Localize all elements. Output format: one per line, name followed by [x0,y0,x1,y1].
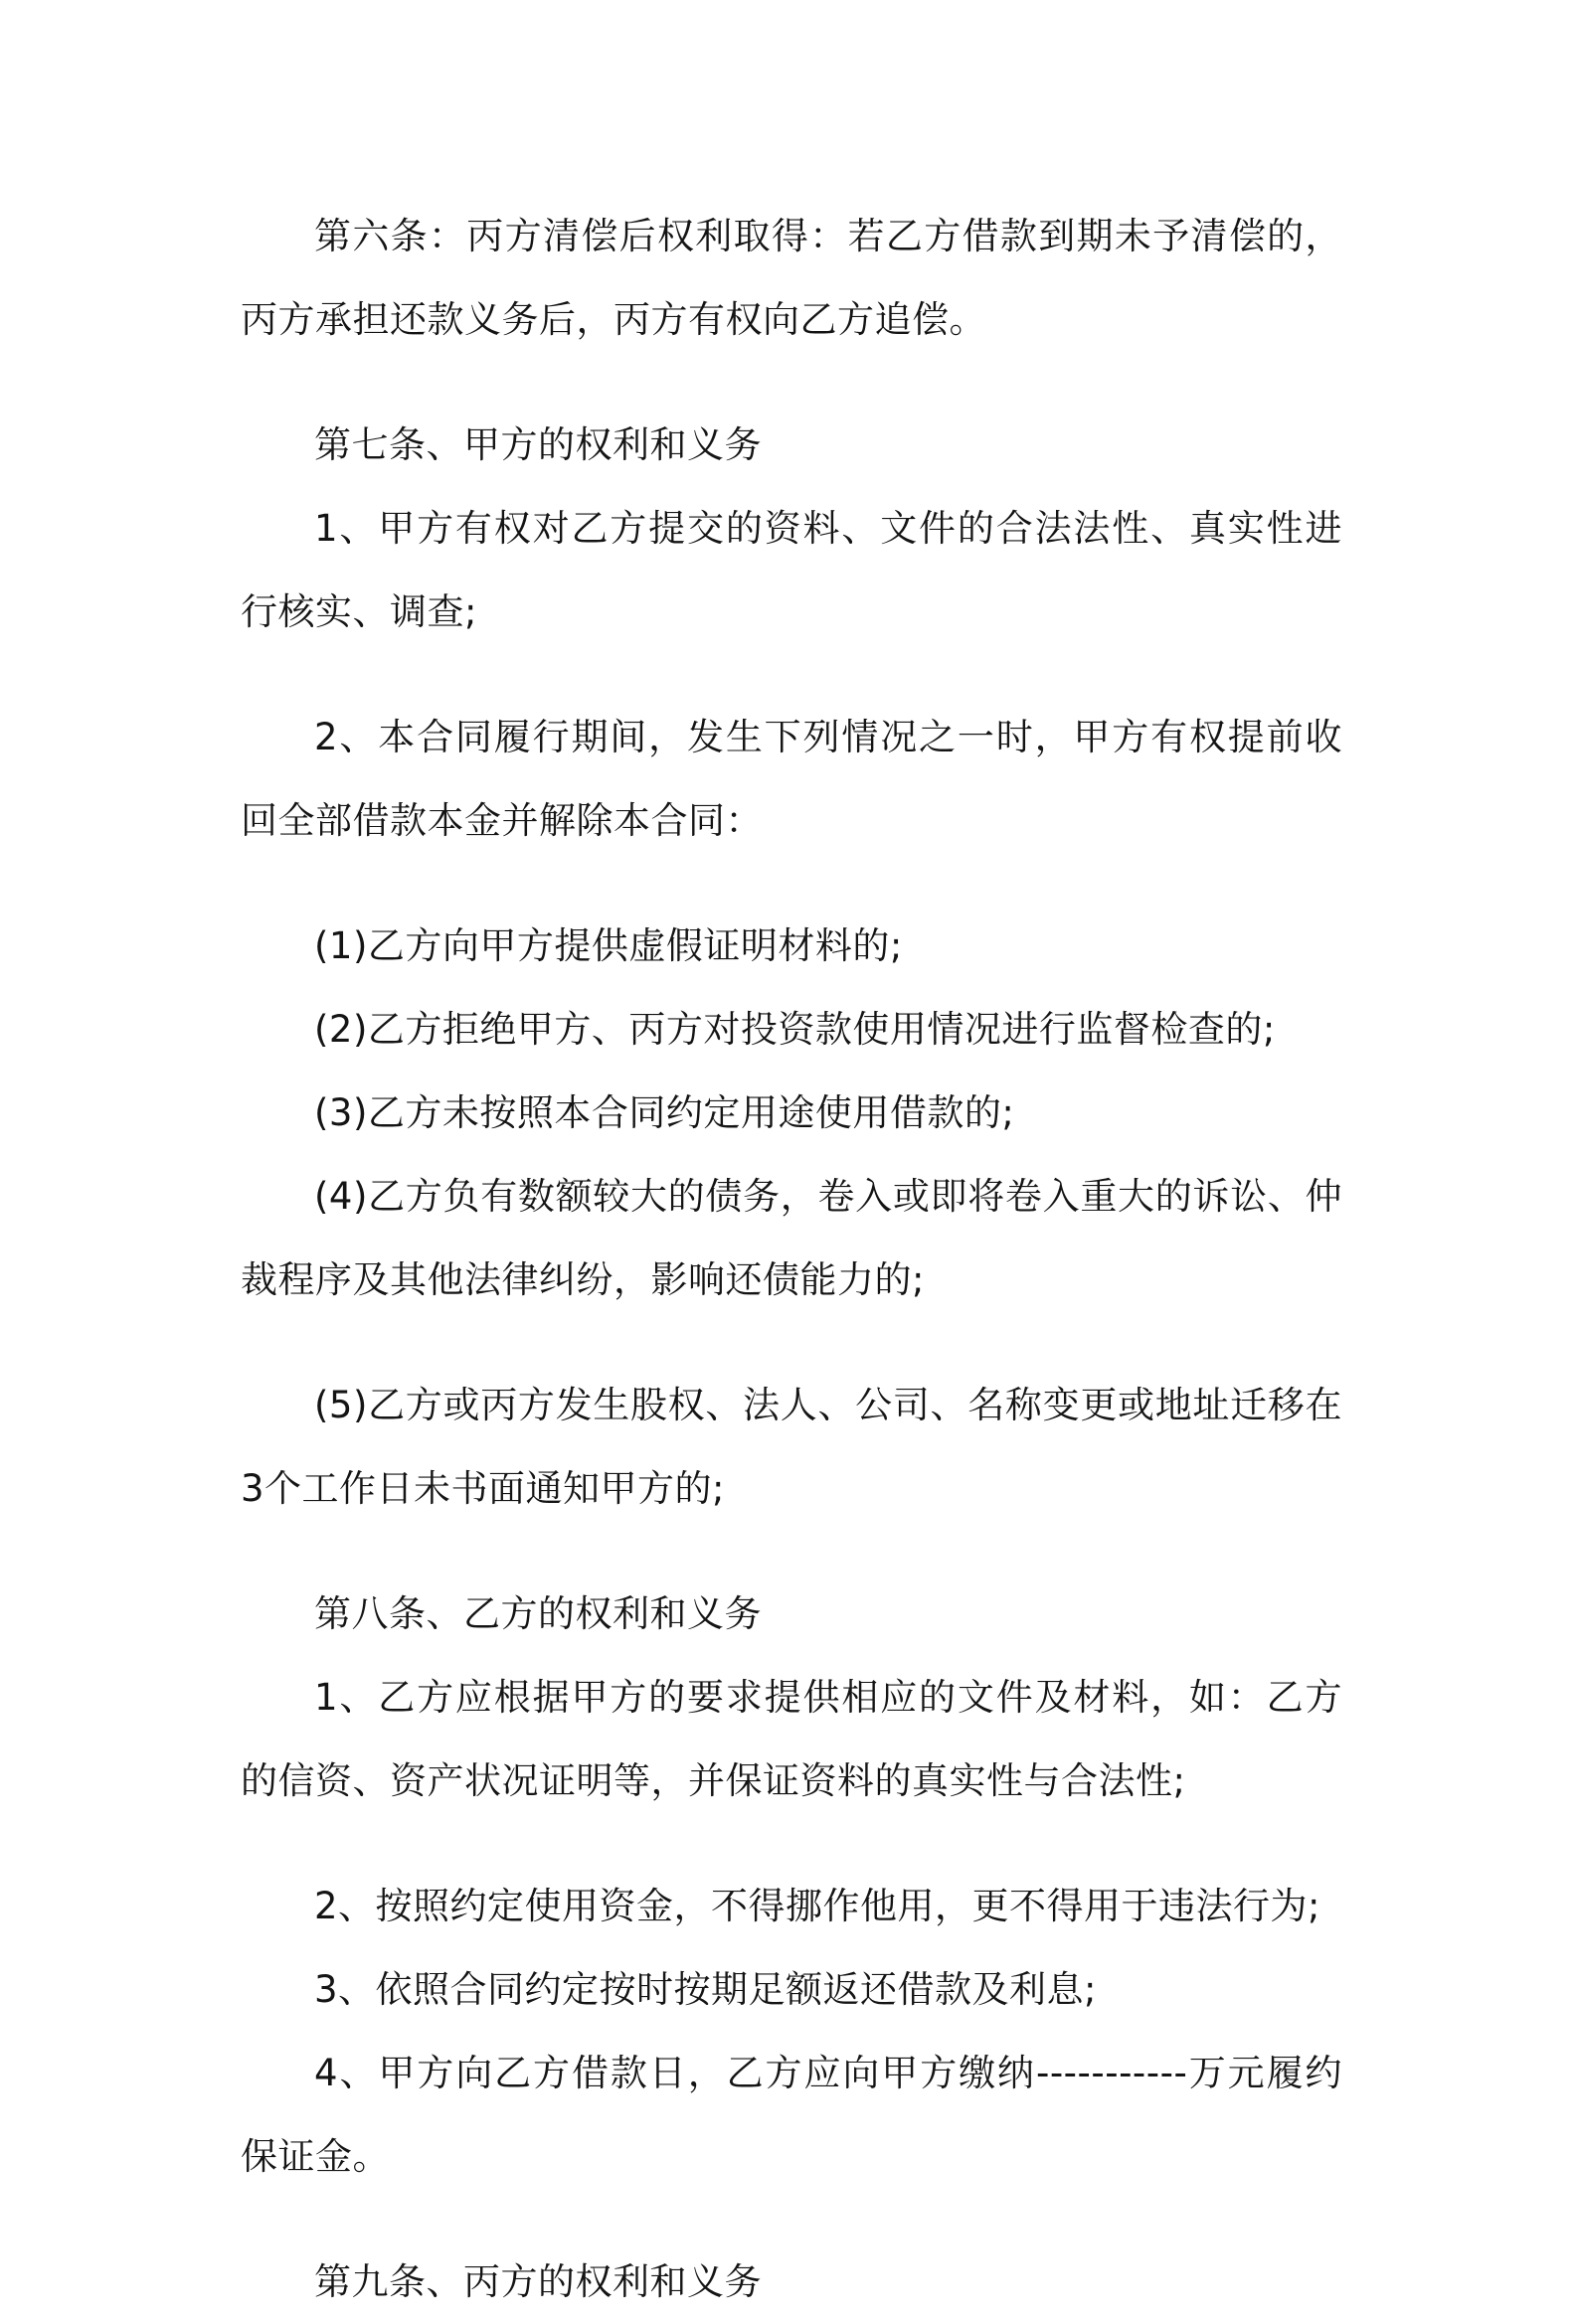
document-body [241,195,1342,2324]
paragraph-article-7-subitem-1: (1)乙方向甲方提供虚假证明材料的; [314,924,903,967]
paragraph-article-7-subitem-2: (2)乙方拒绝甲方、丙方对投资款使用情况进行监督检查的; [314,1008,1276,1051]
paragraph-article-8-item-3: 3、依照合同约定按时按期足额返还借款及利息; [314,1968,1098,2011]
heading-article-8: 第八条、乙方的权利和义务 [314,1592,762,1635]
heading-article-7: 第七条、甲方的权利和义务 [314,423,762,466]
paragraph-article-7-item-1: 1、甲方有权对乙方提交的资料、文件的合法法性、真实性进行核实、调查; [241,507,1342,633]
paragraph-article-8-item-4: 4、甲方向乙方借款日，乙方应向甲方缴纳-----------万元履约保证金。 [241,2052,1342,2178]
paragraph-article-8-item-1: 1、乙方应根据甲方的要求提供相应的文件及材料，如：乙方的信资、资产状况证明等，并保证资料的真实性与合法性; [241,1676,1342,1802]
paragraph-article-8-item-2: 2、按照约定使用资金，不得挪作他用，更不得用于违法行为; [314,1885,1321,1927]
paragraph-article-7-item-2: 2、本合同履行期间，发生下列情况之一时，甲方有权提前收回全部借款本金并解除本合同： [241,716,1342,842]
paragraph-article-7-subitem-3: (3)乙方未按照本合同约定用途使用借款的; [314,1091,1015,1134]
paragraph-article-7-subitem-4: (4)乙方负有数额较大的债务，卷入或即将卷入重大的诉讼、仲裁程序及其他法律纠纷，影响还债能力的; [241,1175,1342,1301]
heading-article-9: 第九条、丙方的权利和义务 [314,2260,762,2303]
paragraph-article-7-subitem-5: (5)乙方或丙方发生股权、法人、公司、名称变更或地址迁移在3个工作日未书面通知甲方的; [241,1384,1342,1510]
paragraph-article-6: 第六条：丙方清偿后权利取得：若乙方借款到期未予清偿的，丙方承担还款义务后，丙方有权向乙方追偿。 [241,215,1342,341]
